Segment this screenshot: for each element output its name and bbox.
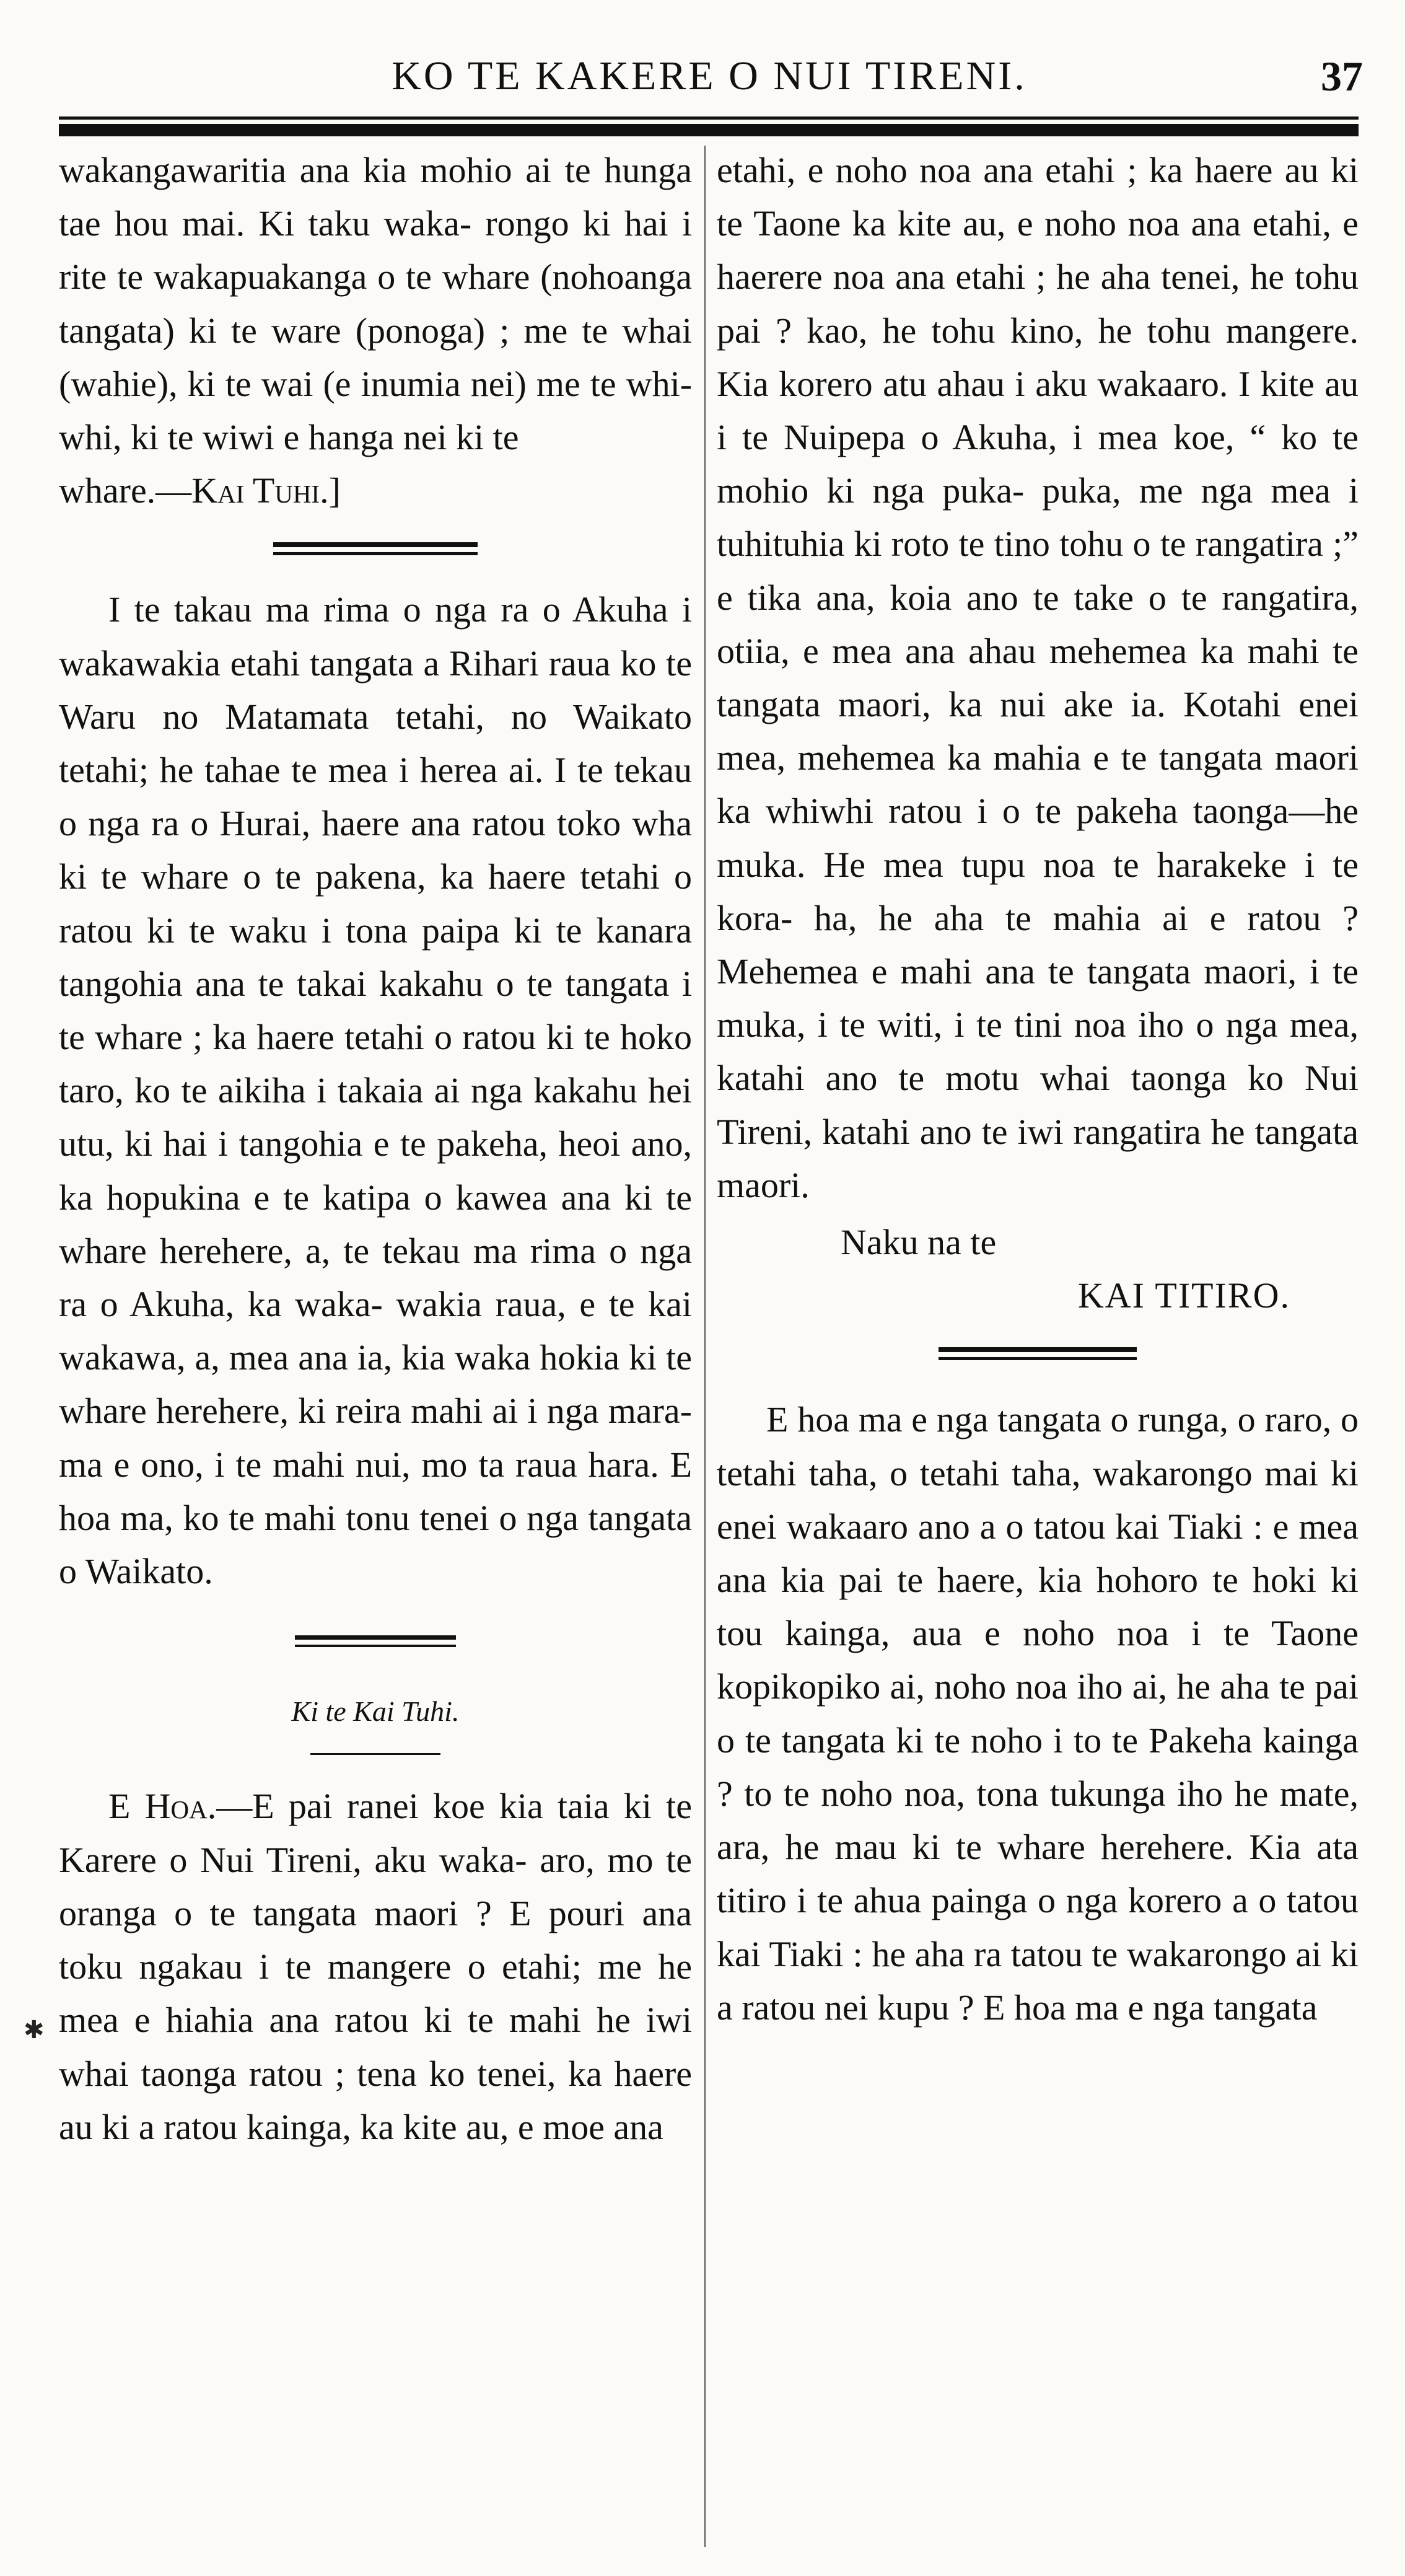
line: .—E pai ranei koe kia taia: [207, 1786, 610, 1827]
line: wakarongo mai ki enei wakaaro ano a: [717, 1453, 1359, 1547]
line: Kia korero atu ahau i aku wakaaro.: [717, 363, 1228, 404]
line: he mau ki te whare herehere. Kia: [785, 1827, 1302, 1868]
line: .]: [320, 470, 341, 511]
line: noa iho o nga mea, katahi ano te: [717, 1004, 1359, 1099]
line: i tangohia e te pakeha, heoi ano, ka: [59, 1123, 693, 1218]
line: ratou ki te waku i tona paipa ki te: [59, 910, 582, 951]
line: aro, mo te oranga o te tangata maori ?: [59, 1839, 693, 1933]
line: o ratou ki te hoko taro, ko te aikiha i: [59, 1017, 692, 1111]
line: Kotahi enei mea, mehemea ka mahia: [717, 684, 1359, 778]
line: ware (ponoga) ; me te whai (wahie),: [59, 310, 692, 404]
line: wakangawaritia ana kia mohio ai te: [59, 150, 591, 190]
line: hara. E hoa ma, ko te mahi tonu: [59, 1444, 693, 1538]
line: maori, i te muka, i te witi, i te tini: [717, 951, 1359, 1045]
signature-line-1: Naku na te: [841, 1222, 997, 1263]
section-rule: [273, 542, 478, 567]
line: tenei o nga tangata o Waikato.: [59, 1497, 693, 1592]
line: whi, ki te wiwi e hanga nei ki te: [59, 417, 519, 458]
column-divider: [704, 146, 706, 2547]
line: mea koe, “ ko te mohio ki nga puka-: [717, 417, 1359, 511]
line: kainga, aua e noho noa i te Taone: [785, 1613, 1359, 1654]
line: o etahi; me he mea e hiahia ana: [59, 1946, 693, 2041]
line: Rihari raua ko te Waru no Matamata: [59, 643, 692, 737]
line: kanara tangohia ana te takai kakahu o: [59, 910, 692, 1004]
line: mea tupu noa te harakeke i te kora-: [717, 844, 1359, 938]
line: E hoa ma e nga tangata o runga,: [766, 1399, 1228, 1440]
line: nei kupu ? E hoa ma e nga tangata: [824, 1987, 1318, 2028]
line: hunga tae hou mai. Ki taku waka-: [59, 150, 692, 244]
left-para-3: [59, 1780, 692, 2153]
line: ra tatou te wakarongo ai ki a ratou: [717, 1933, 1359, 2028]
line: te haere, kia hohoro te hoki ki tou: [717, 1560, 1359, 1654]
section-rule: [295, 1635, 456, 1660]
line: mahi te tangata maori, ka nui ake ia.: [717, 630, 1359, 725]
line: ana, koia ano te take o te rangatira,: [816, 577, 1359, 618]
line: puka, me nga mea i tuhituhia ki roto: [717, 470, 1359, 565]
line: takaia ai nga kakahu hei utu, ki hai: [59, 1070, 693, 1164]
page-title: KO TE KAKERE O NUI TIRENI.: [392, 53, 1027, 99]
line: aha te pai o te tangata ki te noho i: [717, 1666, 1359, 1761]
line: te tino tohu o te rangatira ;” e tika: [717, 524, 1359, 618]
line: ata titiro i te ahua painga o nga: [717, 1827, 1359, 1921]
line: katahi ano te iwi rangatira he tangata: [822, 1111, 1359, 1152]
line: rima o nga ra o Akuha, ka waka-: [59, 1230, 692, 1325]
salutation: Hoa: [144, 1786, 208, 1827]
line: ratou ki te mahi he iwi whai taonga: [59, 2000, 693, 2094]
line: o tatou kai Tiaki : e mea ana kia pai: [717, 1506, 1359, 1601]
line: otiia, e mea ana ahau mehemea ka: [717, 630, 1235, 671]
line: hopukina e te katipa o kawea ana ki: [106, 1177, 653, 1218]
line: te whare (nohoanga tangata) ki te: [59, 257, 693, 351]
line: to te Pakeha kainga ? to te noho: [717, 1720, 1359, 1814]
line: te tangata i te whare ; ka haere tetahi: [59, 963, 693, 1058]
line: Mehemea e mahi ana te tangata: [717, 951, 1191, 992]
line: noho noa ana etahi, e haerere noa: [717, 203, 1359, 297]
header-rule-thin: [59, 116, 1359, 120]
line: o raro, o tetahi taha, o tetahi taha,: [717, 1399, 1359, 1493]
left-column: [59, 144, 692, 2154]
left-para-1-end: [59, 464, 692, 517]
line: I te takau ma rima o nga ra o: [108, 589, 561, 630]
line: korero a o tatou kai Tiaki : he aha: [717, 1880, 1359, 1974]
line: Hurai, haere ana ratou toko wha ki te: [59, 803, 692, 897]
right-column: [717, 144, 1359, 2034]
line: rongo ki hai i rite te wakapuakanga o: [59, 203, 692, 297]
line: ana etahi ; he aha tenei, he tohu pai ?: [717, 257, 1359, 351]
left-para-2: [59, 583, 692, 1598]
right-para-1: [717, 144, 1359, 1212]
line: kopikopiko ai, noho noa iho ai, he: [717, 1666, 1211, 1707]
line: Akuha i wakawakia etahi tangata a: [59, 589, 692, 684]
line: te whare herehere, a, te tekau ma: [59, 1177, 693, 1271]
line: haere au ki te Taone ka kite au, e: [717, 150, 1359, 244]
stray-ink-mark: ✱: [24, 2016, 45, 2044]
author-credit: Kai Tuhi: [191, 470, 320, 511]
line: a ratou kainga, ka kite au, e moe ana: [138, 2106, 663, 2147]
caption-rule: [310, 1753, 440, 1755]
line: whare.—: [59, 470, 192, 511]
section-rule: [939, 1347, 1137, 1374]
line: I kite au i te Nuipepa o Akuha, i: [717, 363, 1359, 458]
line: E pouri ana toku ngakau i te mangere: [59, 1892, 692, 1987]
letter-caption: Ki te Kai Tuhi.: [291, 1695, 460, 1728]
left-para-1: [59, 144, 692, 464]
line: motu whai taonga ko Nui Tireni,: [717, 1058, 1359, 1152]
line: maori.: [717, 1164, 810, 1205]
line: ana ia, kia waka hokia ki te whare: [59, 1337, 693, 1431]
line: e te tangata maori ka whiwhi ratou i: [717, 737, 1359, 832]
line: ki te wai (e inumia nei) me te whi-: [187, 363, 693, 404]
running-head: [56, 48, 1363, 104]
line: ha, he aha te mahia ai e ratou ?: [814, 897, 1359, 938]
line: noa, tona tukunga iho he mate, ara,: [717, 1773, 1359, 1868]
header-rule-thick: [59, 124, 1359, 136]
signature-line-2: KAI TITIRO.: [1077, 1275, 1290, 1316]
line: o te pakeha taonga—he muka. He: [717, 791, 1359, 885]
line: ratou ; tena ko tenei, ka haere au ki: [59, 2053, 693, 2147]
line: mea i herea ai. I te tekau o nga ra o: [59, 750, 692, 844]
line: etahi, e noho noa ana etahi ; ka: [717, 150, 1183, 190]
line: herehere, ki reira mahi ai i nga mara-: [155, 1391, 692, 1431]
line: ma e ono, i te mahi nui, mo ta raua: [59, 1444, 577, 1485]
line: wakia raua, e te kai wakawa, a, mea: [59, 1284, 693, 1378]
page-number: 37: [1321, 53, 1363, 100]
line: whare o te pakena, ka haere tetahi o: [141, 856, 693, 897]
line: kao, he tohu kino, he tohu mangere.: [807, 310, 1359, 351]
line: tetahi, no Waikato tetahi; he tahae te: [59, 696, 692, 791]
right-para-2: [717, 1393, 1359, 2034]
line: ki te Karere o Nui Tireni, aku waka-: [59, 1786, 692, 1880]
line: E: [108, 1786, 145, 1827]
